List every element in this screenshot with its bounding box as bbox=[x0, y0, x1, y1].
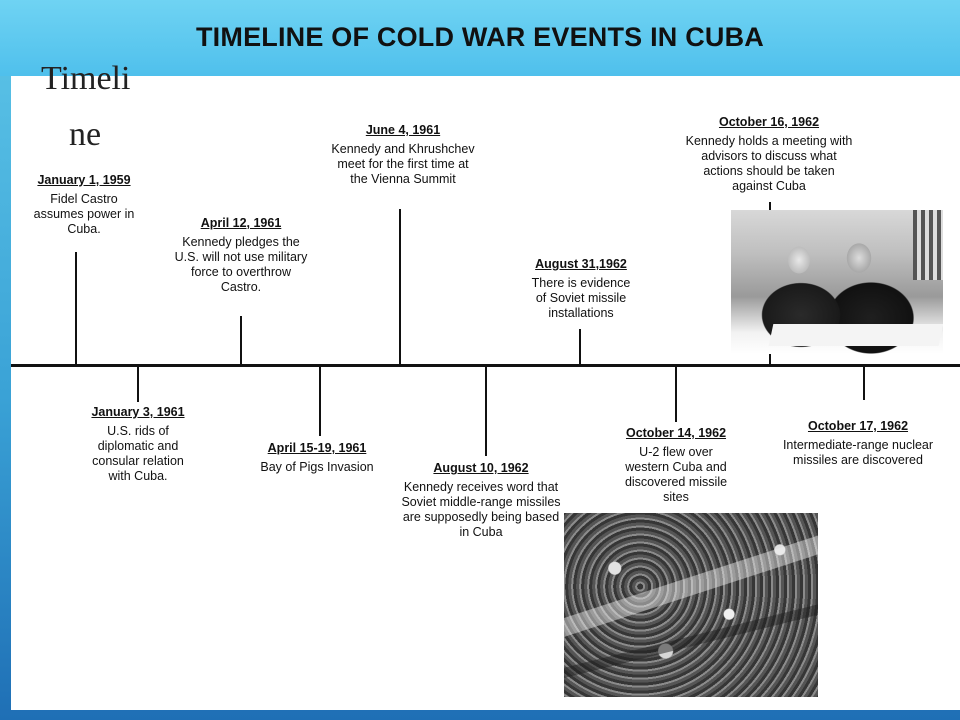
event-jan-1959 bbox=[19, 173, 149, 237]
tick-jun-1961 bbox=[399, 209, 401, 365]
event-apr-15-1961 bbox=[237, 441, 397, 475]
event-date: June 4, 1961 bbox=[365, 123, 441, 137]
background-word-line-2: ne bbox=[69, 116, 102, 153]
tick-oct-17-1962 bbox=[863, 366, 865, 400]
tick-apr-12-1961 bbox=[240, 316, 242, 365]
event-desc: Kennedy and Khrushchev meet for the first time at the Vienna Summit bbox=[331, 142, 475, 186]
photo-papers-detail bbox=[769, 324, 943, 346]
event-desc: There is evidence of Soviet missile installations bbox=[531, 276, 631, 320]
event-date: January 3, 1961 bbox=[91, 405, 185, 419]
slide-title: TIMELINE OF COLD WAR EVENTS IN CUBA bbox=[195, 22, 764, 52]
tick-aug-10-1962 bbox=[485, 366, 487, 456]
event-jun-1961 bbox=[329, 123, 477, 187]
event-desc: Intermediate-range nuclear missiles are discovered bbox=[782, 438, 934, 467]
event-date: October 17, 1962 bbox=[807, 419, 909, 433]
tick-jan-1961 bbox=[137, 366, 139, 402]
tick-oct-14-1962 bbox=[675, 366, 677, 422]
tick-jan-1959 bbox=[75, 252, 77, 365]
event-apr-12-1961 bbox=[166, 216, 316, 295]
event-desc: Kennedy pledges the U.S. will not use military force to overthrow Castro. bbox=[174, 235, 308, 294]
event-date: January 1, 1959 bbox=[37, 173, 131, 187]
event-aug-31-1962 bbox=[511, 257, 651, 321]
event-aug-10-1962 bbox=[401, 461, 561, 540]
event-date: April 12, 1961 bbox=[200, 216, 282, 230]
event-desc: Kennedy holds a meeting with advisors to discuss what actions should be taken against Cuba bbox=[685, 134, 853, 193]
event-date: October 14, 1962 bbox=[625, 426, 727, 440]
event-date: October 16, 1962 bbox=[718, 115, 820, 129]
timeline-panel bbox=[11, 60, 960, 710]
tick-aug-31-1962 bbox=[579, 329, 581, 365]
kennedy-meeting-photo bbox=[731, 210, 943, 354]
event-date: August 31,1962 bbox=[535, 257, 627, 271]
event-desc: Bay of Pigs Invasion bbox=[260, 460, 374, 474]
event-oct-16-1962 bbox=[679, 115, 859, 194]
tick-apr-15-1961 bbox=[319, 366, 321, 436]
event-oct-14-1962 bbox=[609, 426, 743, 505]
event-date: August 10, 1962 bbox=[433, 461, 529, 475]
u2-aerial-photo bbox=[564, 513, 818, 697]
event-oct-17-1962 bbox=[765, 419, 951, 468]
event-desc: U-2 flew over western Cuba and discovered missile sites bbox=[624, 445, 728, 504]
event-desc: Fidel Castro assumes power in Cuba. bbox=[33, 192, 135, 236]
event-date: April 15-19, 1961 bbox=[267, 441, 367, 455]
event-desc: Kennedy receives word that Soviet middle-range missiles are supposedly being based in Cuba bbox=[401, 480, 561, 539]
background-word-line-1: Timeli bbox=[41, 60, 131, 97]
event-desc: U.S. rids of diplomatic and consular relation with Cuba. bbox=[92, 424, 184, 483]
photo-curtain-detail bbox=[913, 210, 943, 280]
event-jan-1961 bbox=[73, 405, 203, 484]
